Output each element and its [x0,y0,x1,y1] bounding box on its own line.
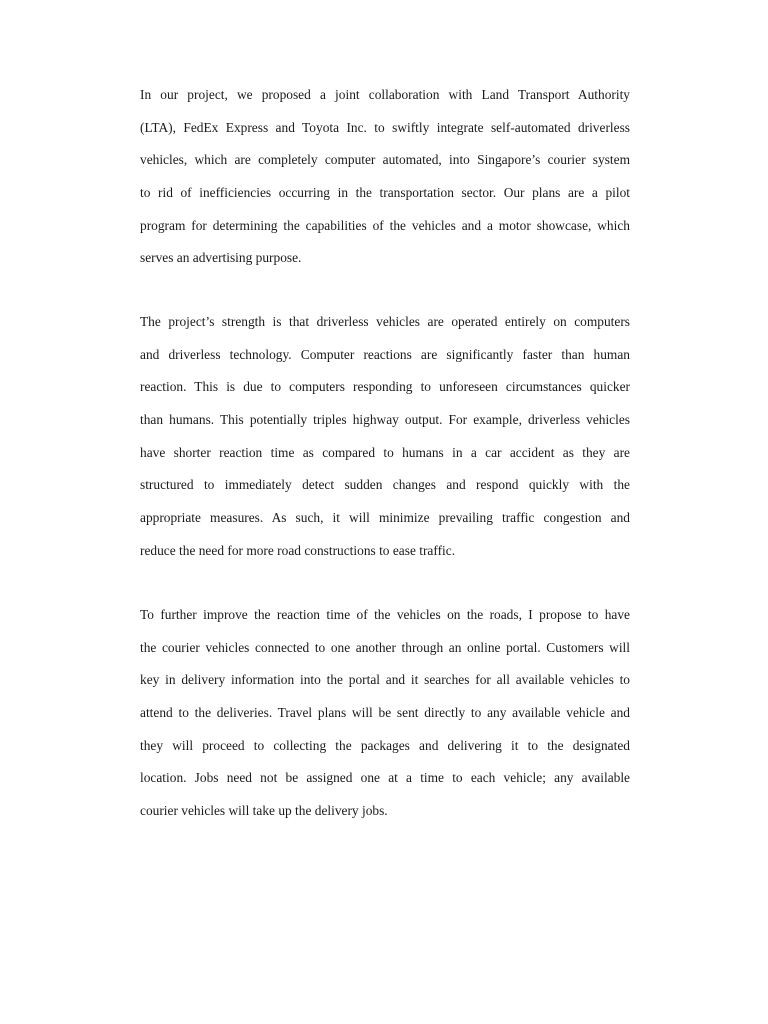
paragraph-line: (LTA), FedEx Express and Toyota Inc. to swiftly integrate self-automated driverless [140,119,630,135]
paragraph-line: the courier vehicles connected to one another through an online portal. Customers will [140,639,630,655]
paragraph-line: courier vehicles will take up the delivery jobs. [140,803,388,819]
paragraph-online-portal [140,607,630,836]
paragraph-project-strength [140,314,630,576]
paragraph-line: key in delivery information into the portal and it searches for all available vehicles to [140,672,630,688]
paragraph-line: To further improve the reaction time of the vehicles on the roads, I propose to have [140,607,630,622]
paragraph-line: vehicles, which are completely computer automated, into Singapore’s courier system [140,152,630,168]
paragraph-line: appropriate measures. As such, it will minimize prevailing traffic congestion and [140,510,630,526]
paragraph-line: than humans. This potentially triples highway output. For example, driverless vehicles [140,412,630,428]
paragraph-line: structured to immediately detect sudden changes and respond quickly with the [140,477,630,493]
paragraph-line: reduce the need for more road constructions to ease traffic. [140,542,456,558]
paragraph-line: have shorter reaction time as compared to humans in a car accident as they are [140,444,630,460]
paragraph-line: In our project, we proposed a joint collaboration with Land Transport Authority [140,87,630,102]
paragraph-line: to rid of inefficiencies occurring in the transportation sector. Our plans are a pilot [140,185,630,201]
paragraph-line: location. Jobs need not be assigned one at a time to each vehicle; any available [140,770,630,786]
paragraph-project-proposal [140,87,630,283]
paragraph-line: reaction. This is due to computers responding to unforeseen circumstances quicker [140,379,630,395]
paragraph-line: program for determining the capabilities of the vehicles and a motor showcase, which [140,217,630,233]
paragraph-line: The project’s strength is that driverless vehicles are operated entirely on computers [140,314,630,329]
paragraph-line: attend to the deliveries. Travel plans will be sent directly to any available vehicle and [140,705,630,721]
paragraph-line: serves an advertising purpose. [140,250,302,266]
paragraph-line: they will proceed to collecting the packages and delivering it to the designated [140,737,630,753]
paragraph-line: and driverless technology. Computer reactions are significantly faster than human [140,346,630,362]
